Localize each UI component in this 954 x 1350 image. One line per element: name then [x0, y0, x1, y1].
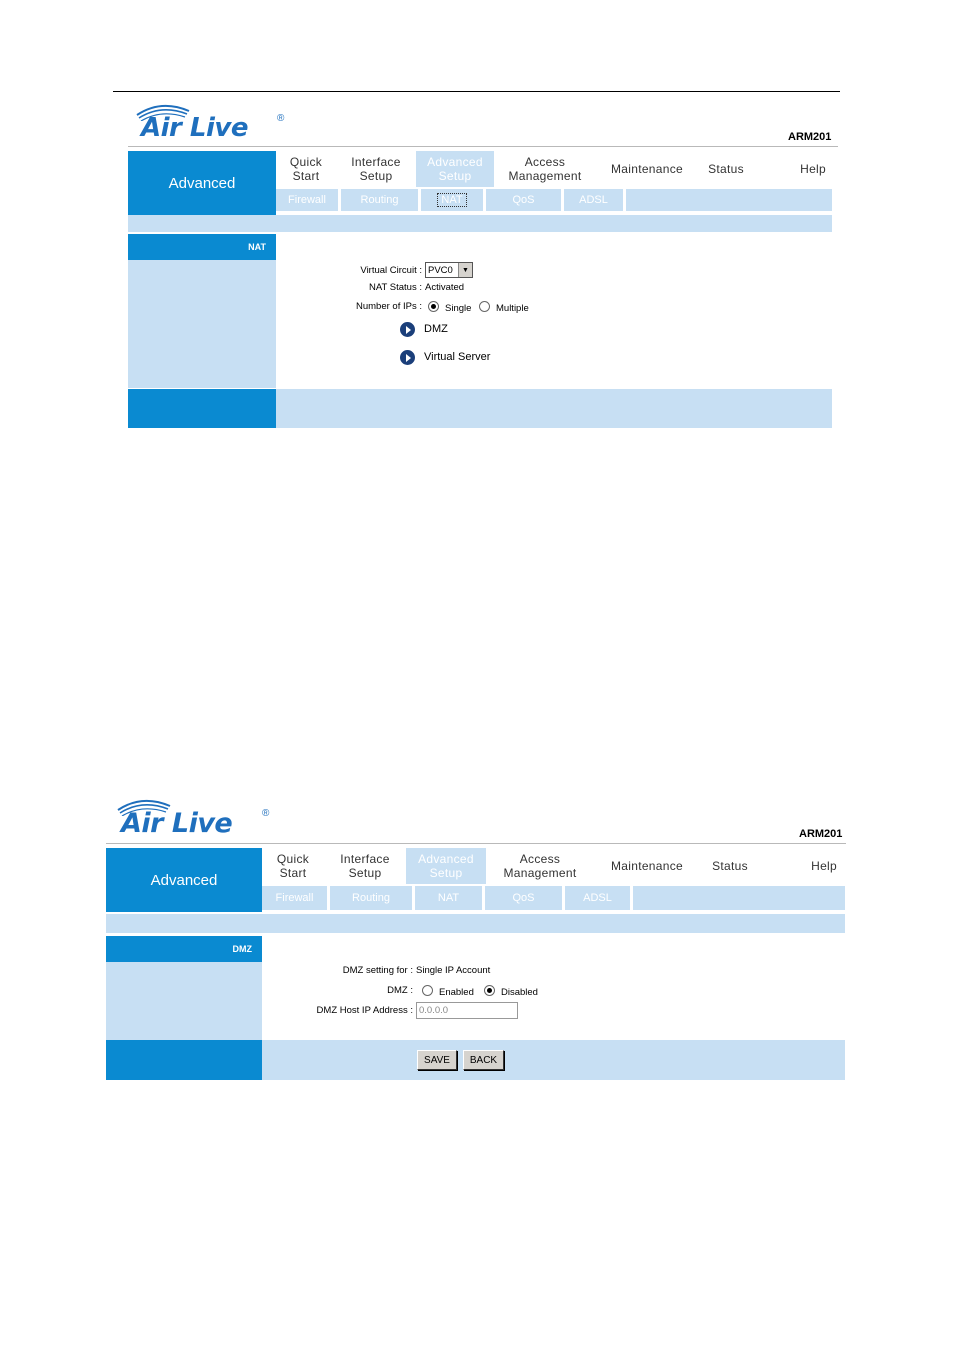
subnav-qos-2[interactable]: QoS: [485, 886, 565, 910]
section-title-dmz: DMZ: [106, 936, 262, 962]
nav-quick-start-2[interactable]: Quick Start: [276, 852, 310, 880]
nav-maintenance-2[interactable]: Maintenance: [610, 859, 683, 873]
dmz-arrow-icon: [400, 322, 415, 337]
radio-multiple-label: Multiple: [496, 303, 529, 314]
radio-single[interactable]: [428, 301, 439, 312]
subnav-qos[interactable]: QoS: [486, 189, 564, 211]
sub-nav: [276, 189, 832, 211]
dmz-host-ip-label: DMZ Host IP Address :: [316, 1005, 413, 1016]
model-name: ARM201: [788, 131, 832, 143]
virtual-server-link[interactable]: Virtual Server: [424, 351, 491, 363]
radio-disabled-label: Disabled: [501, 987, 538, 998]
save-button[interactable]: SAVE: [417, 1050, 457, 1070]
advanced-section-label: Advanced: [128, 151, 276, 215]
radio-single-label: Single: [445, 303, 472, 314]
nav-help-2[interactable]: Help: [811, 859, 837, 873]
dmz-setting-for-value: Single IP Account: [416, 965, 491, 976]
header-divider-2: [106, 843, 846, 844]
nav-advanced-setup-2[interactable]: Advanced Setup: [406, 848, 486, 884]
nav-help[interactable]: Help: [800, 162, 826, 176]
nav-maintenance[interactable]: Maintenance: [610, 162, 683, 176]
nat-status-label: NAT Status :: [369, 282, 422, 293]
subnav-nat[interactable]: NAT: [421, 189, 486, 211]
footer-right-2: [262, 1040, 845, 1080]
header-divider: [128, 146, 838, 147]
nav-interface-setup[interactable]: Interface Setup: [351, 155, 401, 183]
dmz-setting-for-label: DMZ setting for :: [342, 965, 413, 976]
dmz-host-ip-input[interactable]: 0.0.0.0: [416, 1002, 518, 1019]
number-of-ips-label: Number of IPs :: [356, 301, 422, 312]
left-pane: [128, 260, 276, 388]
left-pane-2: [106, 962, 262, 1040]
spacer-strip-2: [106, 914, 845, 933]
radio-enabled-label: Enabled: [439, 987, 474, 998]
virtual-circuit-label: Virtual Circuit :: [360, 265, 422, 276]
airlive-logo-2: [113, 796, 270, 840]
nav-status-2[interactable]: Status: [712, 859, 748, 873]
subnav-firewall[interactable]: Firewall: [276, 189, 341, 211]
footer-left: [128, 389, 276, 428]
virtual-circuit-select[interactable]: PVC0 ▼: [425, 262, 473, 278]
section-title-nat: NAT: [128, 234, 276, 260]
main-nav-2: [262, 848, 845, 884]
nav-status[interactable]: Status: [708, 162, 744, 176]
sub-nav-2: [262, 886, 845, 910]
logo-registered-mark: ®: [277, 113, 285, 124]
chevron-down-icon: ▼: [458, 263, 472, 277]
dmz-screenshot: [103, 790, 848, 1085]
nav-quick-start[interactable]: Quick Start: [289, 155, 323, 183]
footer-right: [276, 389, 832, 428]
logo-text: Air Live: [141, 113, 248, 143]
page-header-rule: [113, 91, 840, 92]
subnav-adsl[interactable]: ADSL: [564, 189, 626, 211]
airlive-logo: [133, 101, 285, 143]
dmz-label: DMZ :: [387, 985, 413, 996]
nav-advanced-setup[interactable]: Advanced Setup: [416, 151, 494, 187]
nat-screenshot: [118, 93, 840, 435]
main-nav: [276, 151, 832, 187]
subnav-nat-2[interactable]: NAT: [415, 886, 485, 910]
nav-interface-setup-2[interactable]: Interface Setup: [340, 852, 390, 880]
subnav-routing[interactable]: Routing: [341, 189, 421, 211]
virtual-server-arrow-icon: [400, 350, 415, 365]
subnav-firewall-2[interactable]: Firewall: [262, 886, 330, 910]
dmz-link[interactable]: DMZ: [424, 323, 448, 335]
back-button[interactable]: BACK: [463, 1050, 504, 1070]
nav-access-management-2[interactable]: Access Management: [503, 852, 577, 880]
logo-registered-mark-2: ®: [262, 808, 270, 819]
logo-text-2: Air Live: [121, 808, 233, 839]
radio-enabled[interactable]: [422, 985, 433, 996]
subnav-routing-2[interactable]: Routing: [330, 886, 415, 910]
radio-multiple[interactable]: [479, 301, 490, 312]
nav-access-management[interactable]: Access Management: [508, 155, 582, 183]
spacer-strip: [128, 215, 832, 232]
footer-left-2: [106, 1040, 262, 1080]
model-name-2: ARM201: [799, 828, 843, 840]
advanced-section-label-2: Advanced: [106, 848, 262, 912]
nat-status-value: Activated: [425, 282, 465, 293]
radio-disabled[interactable]: [484, 985, 495, 996]
subnav-adsl-2[interactable]: ADSL: [565, 886, 633, 910]
